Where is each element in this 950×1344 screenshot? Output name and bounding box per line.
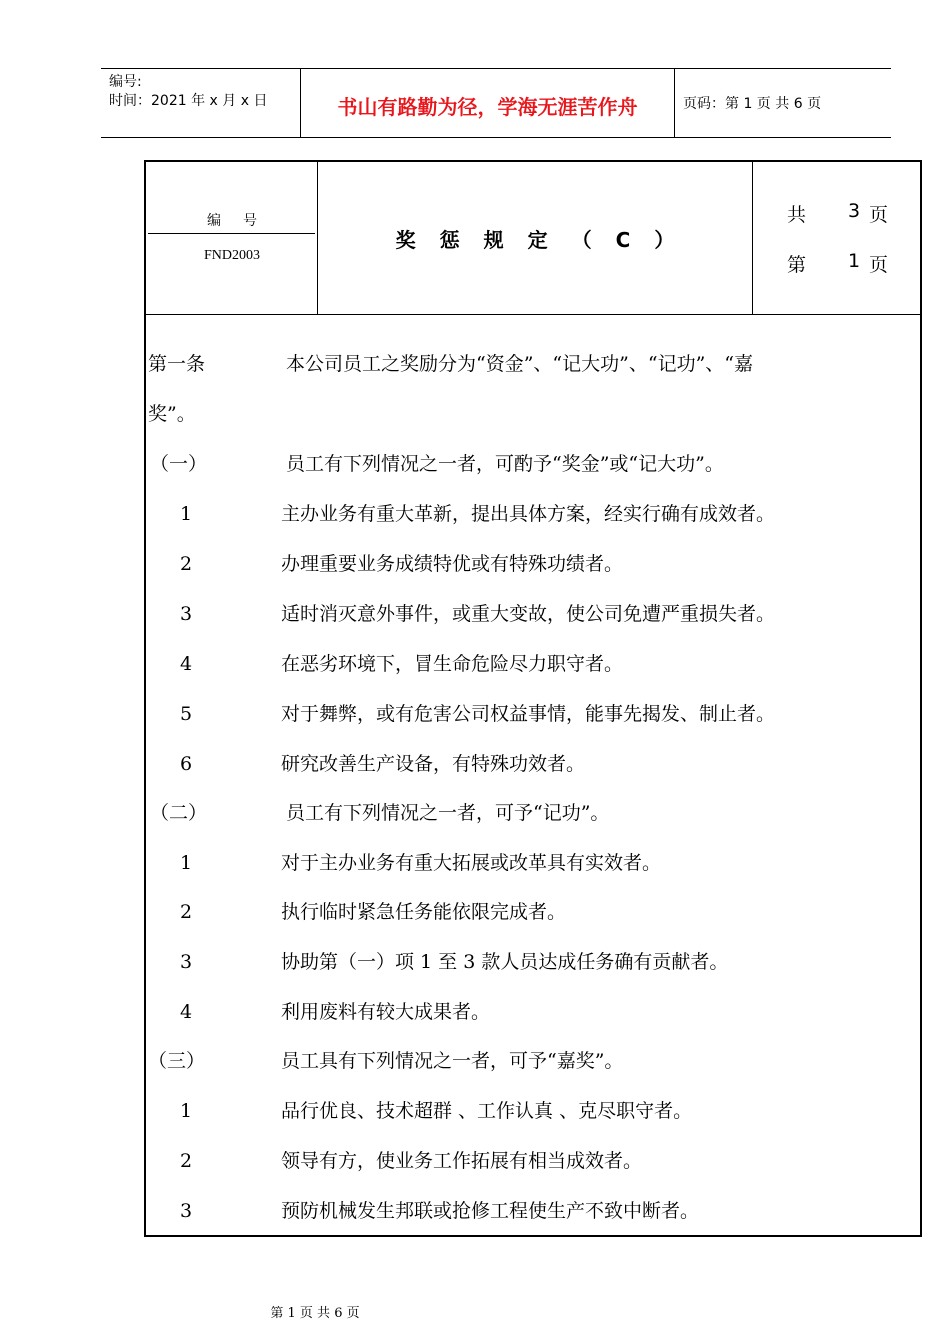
article-label: 第一条 (148, 353, 206, 375)
item-text: 主办业务有重大革新，提出具体方案，经实行确有成效者。 (281, 503, 776, 525)
header-page-info: 页码：第 1 页 共 6 页 (683, 96, 822, 112)
section-label: （一） (150, 453, 208, 475)
time-label: 时间：2021 年 x 月 x 日 (109, 93, 268, 109)
current-page-row (787, 250, 897, 280)
page-header (101, 68, 891, 138)
title-row (146, 162, 920, 315)
page-footer: 第 1 页 共 6 页 (270, 1306, 360, 1321)
section-label: （二） (150, 802, 208, 824)
item-number: 2 (180, 553, 193, 575)
total-label: 共 (787, 204, 807, 226)
article-text-line2: 奖”。 (148, 403, 196, 425)
item-number: 3 (180, 951, 193, 973)
item-text: 在恶劣环境下，冒生命危险尽力职守者。 (281, 653, 624, 675)
item-text: 品行优良、技术超群 、工作认真 、克尽职守者。 (281, 1100, 693, 1122)
item-text: 研究改善生产设备，有特殊功效者。 (281, 753, 586, 775)
item-number: 6 (180, 753, 193, 775)
doc-title: 奖惩规定（C） (318, 162, 753, 314)
item-text: 领导有方，使业务工作拓展有相当成效者。 (281, 1150, 643, 1172)
item-text: 执行临时紧急任务能依限完成者。 (281, 901, 567, 923)
item-number: 4 (180, 653, 193, 675)
item-number: 5 (180, 703, 193, 725)
doc-number-cell (146, 162, 318, 314)
doc-number-label: 编号 (207, 213, 279, 229)
page-count-cell (753, 162, 920, 314)
item-text: 对于主办业务有重大拓展或改革具有实效者。 (281, 852, 662, 874)
item-text: 协助第（一）项 1 至 3 款人员达成任务确有贡献者。 (281, 951, 729, 973)
id-label: 编号: (109, 74, 142, 90)
item-number: 3 (180, 603, 193, 625)
section-heading: 员工有下列情况之一者，可酌予“奖金”或“记大功”。 (286, 453, 724, 475)
item-text: 适时消灭意外事件，或重大变故，使公司免遭严重损失者。 (281, 603, 776, 625)
item-text: 利用废料有较大成果者。 (281, 1001, 491, 1023)
current-unit: 页 (869, 254, 889, 276)
header-meta (101, 69, 301, 137)
header-motto: 书山有路勤为径，学海无涯苦作舟 (301, 69, 675, 137)
item-text: 对于舞弊，或有危害公司权益事情，能事先揭发、制止者。 (281, 703, 776, 725)
item-text: 预防机械发生邦联或抢修工程使生产不致中断者。 (281, 1200, 700, 1222)
current-label: 第 (787, 254, 807, 276)
total-pages-row (787, 200, 897, 230)
item-number: 3 (180, 1200, 193, 1222)
item-number: 1 (180, 852, 193, 874)
item-number: 1 (180, 1100, 193, 1122)
item-text: 办理重要业务成绩特优或有特殊功绩者。 (281, 553, 624, 575)
section-label: （三） (148, 1050, 206, 1072)
total-unit: 页 (869, 204, 889, 226)
section-heading: 员工有下列情况之一者，可予“记功”。 (286, 802, 610, 824)
article-text-line1: 本公司员工之奖励分为“资金”、“记大功”、“记功”、“嘉 (286, 353, 753, 375)
item-number: 4 (180, 1001, 193, 1023)
current-value: 1 (847, 250, 861, 272)
item-number: 1 (180, 503, 193, 525)
total-value: 3 (847, 200, 861, 222)
item-number: 2 (180, 901, 193, 923)
item-number: 2 (180, 1150, 193, 1172)
divider (148, 233, 315, 234)
doc-number-value: FND2003 (203, 248, 260, 263)
section-heading: 员工具有下列情况之一者，可予“嘉奖”。 (281, 1050, 624, 1072)
document-box (144, 160, 922, 1237)
